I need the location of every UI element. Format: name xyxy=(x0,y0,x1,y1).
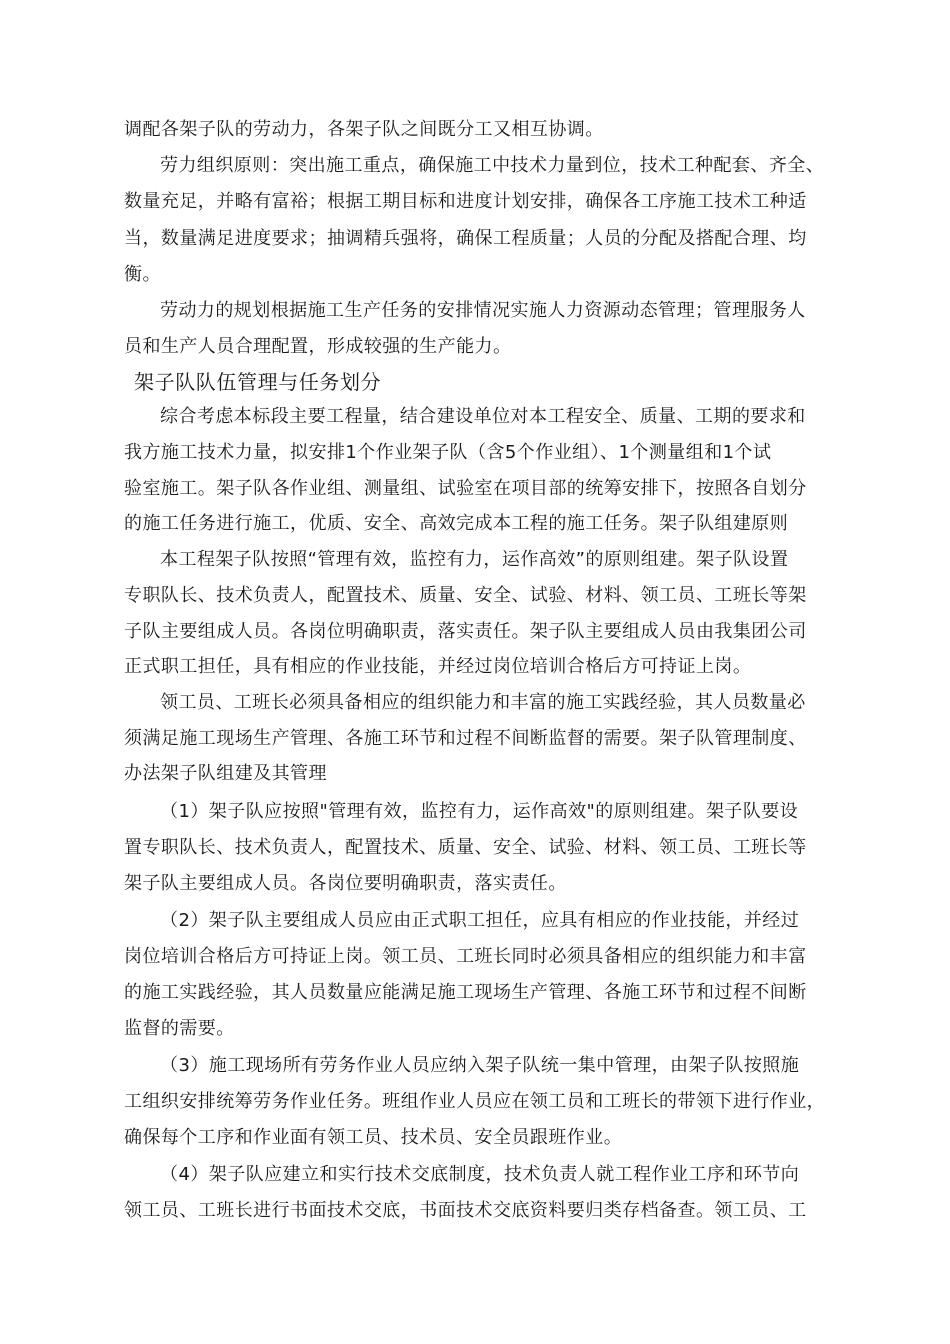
text-line: 岗位培训合格后方可持证上岗。领工员、工班长同时必须具备相应的组织能力和丰富 xyxy=(124,946,807,967)
text-line: 当，数量满足进度要求；抽调精兵强将，确保工程质量；人员的分配及搭配合理、均 xyxy=(124,228,807,249)
text-line: 领工员、工班长进行书面技术交底，书面技术交底资料要归类存档备查。领工员、工 xyxy=(124,1200,807,1221)
paragraph-first-line: 本工程架子队按照“管理有效，监控有力，运作高效”的原则组建。架子队设置 xyxy=(160,549,789,570)
text-line: 调配各架子队的劳动力，各架子队之间既分工又相互协调。 xyxy=(124,119,604,140)
text-line: 子队主要组成人员。各岗位明确职责，落实责任。架子队主要组成人员由我集团公司 xyxy=(124,621,807,642)
text-line: 置专职队长、技术负责人，配置技术、质量、安全、试验、材料、领工员、工班长等 xyxy=(124,837,807,858)
text-line: 的施工实践经验，其人员数量应能满足施工现场生产管理、各施工环节和过程不间断 xyxy=(124,982,807,1003)
section-heading: 架子队队伍管理与任务划分 xyxy=(134,370,382,394)
numbered-item-first-line: （3）施工现场所有劳务作业人员应纳入架子队统一集中管理，由架子队按照施 xyxy=(160,1055,800,1076)
text-line: 办法架子队组建及其管理 xyxy=(124,763,327,784)
text-line: 确保每个工序和作业面有领工员、技术员、安全员跟班作业。 xyxy=(124,1127,623,1148)
numbered-item-first-line: （1）架子队应按照"管理有效，监控有力，运作高效"的原则组建。架子队要设 xyxy=(160,801,799,822)
numbered-item-first-line: （2）架子队主要组成人员应由正式职工担任，应具有相应的作业技能，并经过 xyxy=(160,910,800,931)
paragraph-first-line: 劳力组织原则：突出施工重点，确保施工中技术力量到位，技术工种配套、齐全、 xyxy=(160,155,825,176)
text-line: 衡。 xyxy=(124,264,161,285)
text-line: 监督的需要。 xyxy=(124,1018,235,1039)
paragraph-first-line: 领工员、工班长必须具备相应的组织能力和丰富的施工实践经验，其人员数量必 xyxy=(160,692,806,713)
text-line: 员和生产人员合理配置，形成较强的生产能力。 xyxy=(124,336,512,357)
text-line: 的施工任务进行施工，优质、安全、高效完成本工程的施工任务。架子队组建原则 xyxy=(124,513,789,534)
text-line: 专职队长、技术负责人，配置技术、质量、安全、试验、材料、领工员、工班长等架 xyxy=(124,585,807,606)
text-line: 验室施工。架子队各作业组、测量组、试验室在项目部的统筹安排下，按照各自划分 xyxy=(124,478,807,499)
paragraph-first-line: 劳动力的规划根据施工生产任务的安排情况实施人力资源动态管理；管理服务人 xyxy=(160,300,806,321)
text-line: 正式职工担任，具有相应的作业技能，并经过岗位培训合格后方可持证上岗。 xyxy=(124,656,752,677)
text-line: 数量充足，并略有富裕；根据工期目标和进度计划安排，确保各工序施工技术工种适 xyxy=(124,191,807,212)
paragraph-first-line: 综合考虑本标段主要工程量，结合建设单位对本工程安全、质量、工期的要求和 xyxy=(160,406,806,427)
text-line: 我方施工技术力量，拟安排1个作业架子队（含5个作业组）、1个测量组和1个试 xyxy=(124,442,772,463)
numbered-item-first-line: （4）架子队应建立和实行技术交底制度，技术负责人就工程作业工序和环节向 xyxy=(160,1164,800,1185)
text-line: 架子队主要组成人员。各岗位要明确职责，落实责任。 xyxy=(124,873,567,894)
text-line: 工组织安排统筹劳务作业任务。班组作业人员应在领工员和工班长的带领下进行作业， xyxy=(124,1091,826,1112)
text-line: 须满足施工现场生产管理、各施工环节和过程不间断监督的需要。架子队管理制度、 xyxy=(124,728,807,749)
